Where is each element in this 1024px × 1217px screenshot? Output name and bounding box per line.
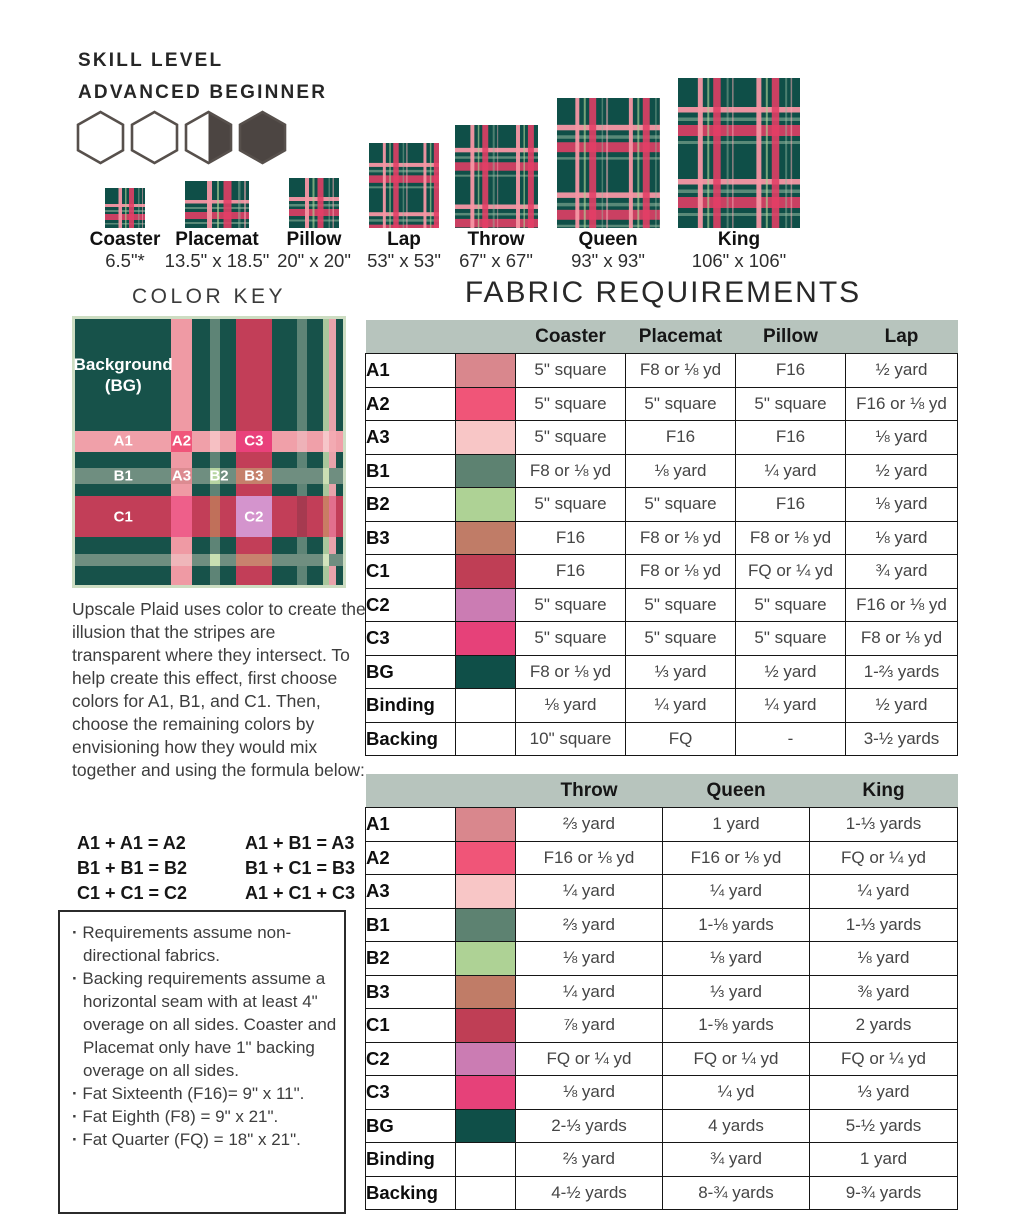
cell-value: F16 — [736, 488, 846, 522]
size-thumbnail-placemat — [185, 181, 249, 228]
cell-value: 5" square — [516, 488, 626, 522]
row-label: A3 — [366, 421, 456, 455]
row-label: C3 — [366, 1076, 456, 1110]
size-name: Throw — [467, 229, 525, 250]
row-label: A1 — [366, 808, 456, 842]
cell-value: ⅔ yard — [516, 808, 663, 842]
cell-value: 1-⅓ yards — [810, 808, 958, 842]
cell-value: FQ or ¼ yd — [663, 1042, 810, 1076]
note-item: · Fat Eighth (F8) = 9" x 21". — [68, 1105, 338, 1128]
note-item: · Fat Sixteenth (F16)= 9" x 11". — [68, 1082, 338, 1105]
fabric-table-throw-to-king — [365, 774, 958, 1210]
swatch-B2 — [456, 942, 516, 976]
cell-value: ½ yard — [846, 354, 958, 388]
cell-value: 5-½ yards — [810, 1109, 958, 1143]
column-header: Queen — [663, 774, 810, 808]
row-label: Binding — [366, 1143, 456, 1177]
cell-value: 2-⅓ yards — [516, 1109, 663, 1143]
key-intersection-block — [329, 431, 336, 452]
key-label-c3: C3 — [244, 432, 264, 450]
skill-rating-hexagons — [76, 110, 287, 170]
fabric-table-coaster-to-lap — [365, 320, 958, 756]
cell-value: 3-½ yards — [846, 722, 958, 756]
cell-value: 5" square — [736, 588, 846, 622]
key-vertical-stripe — [171, 319, 191, 585]
cell-value: F8 or ⅛ yd — [736, 521, 846, 555]
row-label: B2 — [366, 942, 456, 976]
table-row — [366, 722, 958, 756]
swatch-B1 — [456, 908, 516, 942]
size-dims: 53" x 53" — [367, 250, 441, 271]
key-horizontal-band — [75, 554, 343, 565]
column-header: Throw — [516, 774, 663, 808]
cell-value: ⅞ yard — [516, 1009, 663, 1043]
key-vertical-stripe — [329, 319, 336, 585]
cell-value: 5" square — [626, 387, 736, 421]
table-row — [366, 875, 958, 909]
key-label-a2: A2 — [171, 432, 192, 450]
cell-value: ½ yard — [846, 454, 958, 488]
cell-value: 5" square — [516, 421, 626, 455]
cell-value: F8 or ⅛ yd — [626, 354, 736, 388]
key-label-background-line2: (BG) — [104, 375, 142, 395]
fabric-requirements-title: FABRIC REQUIREMENTS — [464, 276, 862, 309]
table-header-row — [366, 320, 958, 354]
size-thumbnail-coaster — [105, 188, 145, 228]
swatch-BG — [456, 1109, 516, 1143]
cell-value: 5" square — [626, 622, 736, 656]
key-intersection-block — [323, 554, 329, 565]
cell-value: FQ or ¼ yd — [810, 1042, 958, 1076]
table-row — [366, 1109, 958, 1143]
size-thumbnail-lap — [369, 143, 439, 228]
key-vertical-stripe — [236, 319, 272, 585]
cell-value: 1-⅝ yards — [663, 1009, 810, 1043]
size-thumbnail-king — [678, 78, 800, 228]
swatch-C2 — [456, 1042, 516, 1076]
table-row — [366, 908, 958, 942]
cell-value: ⅛ yard — [516, 1076, 663, 1110]
key-intersection-block — [171, 496, 191, 537]
size-thumbnail-throw — [455, 125, 538, 228]
cell-value: ⅓ yard — [663, 975, 810, 1009]
key-intersection-block — [323, 468, 329, 484]
table-row — [366, 655, 958, 689]
swatch-C2 — [456, 588, 516, 622]
table-header-spacer — [366, 320, 516, 354]
row-label: A2 — [366, 387, 456, 421]
row-label: C2 — [366, 588, 456, 622]
cell-value: FQ or ¼ yd — [736, 555, 846, 589]
table-row — [366, 555, 958, 589]
size-dims: 106" x 106" — [691, 250, 787, 271]
table-row — [366, 942, 958, 976]
size-name: Coaster — [89, 229, 161, 250]
table-row — [366, 1076, 958, 1110]
row-label: B1 — [366, 454, 456, 488]
key-intersection-block — [236, 554, 272, 565]
table-row — [366, 689, 958, 723]
swatch-A2 — [456, 387, 516, 421]
swatch-C1 — [456, 1009, 516, 1043]
row-label: C1 — [366, 1009, 456, 1043]
row-label: A3 — [366, 875, 456, 909]
key-label-c2: C2 — [244, 508, 264, 525]
row-label: C3 — [366, 622, 456, 656]
note-item: · Fat Quarter (FQ) = 18" x 21". — [68, 1128, 338, 1151]
cell-value: ¾ yard — [663, 1143, 810, 1177]
size-dims: 20" x 20" — [277, 250, 351, 271]
cell-value: F16 — [516, 555, 626, 589]
color-formulas — [77, 833, 369, 904]
skill-hexagon-empty-icon — [76, 110, 125, 170]
swatch-B1 — [456, 454, 516, 488]
cell-value: 2 yards — [810, 1009, 958, 1043]
skill-hexagon-filled-icon — [238, 110, 287, 170]
row-label: C1 — [366, 555, 456, 589]
cell-value: ⅛ yard — [516, 942, 663, 976]
cell-value: F16 or ⅛ yd — [663, 841, 810, 875]
cell-value: ⅛ yard — [663, 942, 810, 976]
key-label-a1: A1 — [113, 432, 133, 450]
key-label-b1: B1 — [113, 467, 133, 485]
cell-value: F16 or ⅛ yd — [516, 841, 663, 875]
cell-value: ⅛ yard — [516, 689, 626, 723]
cell-value: ⅛ yard — [846, 488, 958, 522]
swatch-BG — [456, 655, 516, 689]
row-label: B3 — [366, 975, 456, 1009]
swatch-empty — [456, 1176, 516, 1210]
table-row — [366, 421, 958, 455]
cell-value: 5" square — [516, 622, 626, 656]
row-label: B2 — [366, 488, 456, 522]
cell-value: 5" square — [516, 387, 626, 421]
cell-value: 5" square — [736, 622, 846, 656]
cell-value: F16 — [736, 421, 846, 455]
row-label: A2 — [366, 841, 456, 875]
cell-value: 1 yard — [663, 808, 810, 842]
swatch-empty — [456, 722, 516, 756]
swatch-C3 — [456, 1076, 516, 1110]
size-name: Placemat — [175, 229, 259, 250]
key-label-a3: A3 — [171, 467, 192, 485]
cell-value: ⅔ yard — [516, 1143, 663, 1177]
skill-level-title: SKILL LEVEL — [78, 50, 224, 71]
table-row — [366, 521, 958, 555]
cell-value: F16 or ⅛ yd — [846, 387, 958, 421]
cell-value: ¾ yard — [846, 555, 958, 589]
cell-value: F8 or ⅛ yd — [516, 454, 626, 488]
cell-value: ⅜ yard — [810, 975, 958, 1009]
cell-value: F8 or ⅛ yd — [626, 521, 736, 555]
formula: A1 + A1 = A2 — [77, 833, 186, 853]
key-intersection-block — [210, 554, 219, 565]
table-row — [366, 1009, 958, 1043]
size-thumbnail-pillow — [289, 178, 339, 228]
column-header: Lap — [846, 320, 958, 354]
cell-value: ¼ yard — [516, 975, 663, 1009]
cell-value: 1-⅓ yards — [810, 908, 958, 942]
key-intersection-block — [210, 431, 219, 452]
color-key-diagram — [72, 316, 346, 588]
swatch-empty — [456, 1143, 516, 1177]
size-dims: 6.5"* — [105, 250, 145, 271]
cell-value: ⅔ yard — [516, 908, 663, 942]
skill-hexagon-half-icon — [184, 110, 233, 170]
key-label-b2: B2 — [209, 467, 229, 485]
size-dims: 93" x 93" — [571, 250, 645, 271]
swatch-B3 — [456, 521, 516, 555]
table-row — [366, 1176, 958, 1210]
cell-value: ¼ yard — [810, 875, 958, 909]
row-label: BG — [366, 655, 456, 689]
cell-value: ¼ yard — [516, 875, 663, 909]
cell-value: ½ yard — [846, 689, 958, 723]
cell-value: ¼ yard — [626, 689, 736, 723]
cell-value: ⅛ yard — [846, 521, 958, 555]
column-header: King — [810, 774, 958, 808]
cell-value: ¼ yd — [663, 1076, 810, 1110]
swatch-A1 — [456, 354, 516, 388]
cell-value: 1-⅔ yards — [846, 655, 958, 689]
formula: B1 + B1 = B2 — [77, 858, 188, 878]
cell-value: 5" square — [626, 588, 736, 622]
table-row — [366, 488, 958, 522]
key-label-c1: C1 — [113, 508, 133, 525]
row-label: B1 — [366, 908, 456, 942]
skill-hexagon-empty-icon — [130, 110, 179, 170]
cell-value: ⅓ yard — [626, 655, 736, 689]
cell-value: ⅛ yard — [846, 421, 958, 455]
table-row — [366, 1143, 958, 1177]
table-row — [366, 454, 958, 488]
notes-box — [58, 910, 346, 1214]
key-intersection-block — [329, 496, 336, 537]
table-row — [366, 387, 958, 421]
key-intersection-block — [297, 496, 306, 537]
formula: A1 + B1 = A3 — [245, 833, 355, 853]
column-header: Placemat — [626, 320, 736, 354]
intro-paragraph: Upscale Plaid uses color to create the illusion that the stripes are transparent where they intersect. To help create this effect, first choose colors for A1, B1, and C1. Then, choose the remaining colors by envisioning how they would mix together and using the formula below: — [72, 599, 366, 780]
formula: B1 + C1 = B3 — [245, 858, 356, 878]
cell-value: F16 or ⅛ yd — [846, 588, 958, 622]
note-item: · Backing requirements assume a horizontal seam with at least 4" overage on all sides. Coaster and Placemat only have 1" backing overage on all sides. — [68, 967, 338, 1082]
cell-value: 4-½ yards — [516, 1176, 663, 1210]
size-name: Pillow — [286, 229, 342, 250]
formula: A1 + C1 + C3 — [245, 883, 356, 903]
key-intersection-block — [210, 496, 219, 537]
table-row — [366, 1042, 958, 1076]
row-label: A1 — [366, 354, 456, 388]
key-vertical-stripe — [297, 319, 306, 585]
note-item: · Requirements assume non-directional fabrics. — [68, 921, 338, 967]
swatch-C3 — [456, 622, 516, 656]
cell-value: ⅛ yard — [626, 454, 736, 488]
table-row — [366, 354, 958, 388]
cell-value: FQ or ¼ yd — [810, 841, 958, 875]
row-label: B3 — [366, 521, 456, 555]
key-label-b3: B3 — [244, 467, 264, 485]
cell-value: 5" square — [626, 488, 736, 522]
column-header: Coaster — [516, 320, 626, 354]
cell-value: 9-¾ yards — [810, 1176, 958, 1210]
swatch-A3 — [456, 421, 516, 455]
cell-value: 4 yards — [663, 1109, 810, 1143]
table-row — [366, 841, 958, 875]
cell-value: FQ — [626, 722, 736, 756]
table-row — [366, 975, 958, 1009]
cell-value: ⅛ yard — [810, 942, 958, 976]
cell-value: ⅓ yard — [810, 1076, 958, 1110]
swatch-A1 — [456, 808, 516, 842]
cell-value: 10" square — [516, 722, 626, 756]
cell-value: F8 or ⅛ yd — [516, 655, 626, 689]
swatch-empty — [456, 689, 516, 723]
key-label-background-line1: Background — [73, 354, 173, 374]
cell-value: 5" square — [516, 588, 626, 622]
table-row — [366, 808, 958, 842]
cell-value: FQ or ¼ yd — [516, 1042, 663, 1076]
size-dims: 13.5" x 18.5" — [164, 250, 270, 271]
table-header-spacer — [366, 774, 516, 808]
size-name: King — [717, 229, 761, 250]
cell-value: F16 — [516, 521, 626, 555]
row-label: C2 — [366, 1042, 456, 1076]
table-row — [366, 622, 958, 656]
row-label: Backing — [366, 722, 456, 756]
table-row — [366, 588, 958, 622]
swatch-A3 — [456, 875, 516, 909]
size-name: Lap — [387, 229, 421, 250]
cell-value: 5" square — [736, 387, 846, 421]
cell-value: F16 — [736, 354, 846, 388]
cell-value: 1 yard — [810, 1143, 958, 1177]
cell-value: - — [736, 722, 846, 756]
key-intersection-block — [297, 431, 306, 452]
row-label: Backing — [366, 1176, 456, 1210]
cell-value: ¼ yard — [736, 689, 846, 723]
size-name: Queen — [578, 229, 638, 250]
swatch-A2 — [456, 841, 516, 875]
size-dims: 67" x 67" — [459, 250, 533, 271]
key-intersection-block — [171, 554, 191, 565]
cell-value: ¼ yard — [663, 875, 810, 909]
column-header: Pillow — [736, 320, 846, 354]
cell-value: 5" square — [516, 354, 626, 388]
cell-value: F8 or ⅛ yd — [846, 622, 958, 656]
table-header-row — [366, 774, 958, 808]
cell-value: ¼ yard — [736, 454, 846, 488]
cell-value: 8-¾ yards — [663, 1176, 810, 1210]
cell-value: F16 — [626, 421, 736, 455]
cell-value: 1-⅛ yards — [663, 908, 810, 942]
cell-value: ½ yard — [736, 655, 846, 689]
formula: C1 + C1 = C2 — [77, 883, 188, 903]
key-label-background — [74, 354, 173, 397]
swatch-B3 — [456, 975, 516, 1009]
row-label: BG — [366, 1109, 456, 1143]
swatch-B2 — [456, 488, 516, 522]
swatch-C1 — [456, 555, 516, 589]
color-key-title: COLOR KEY — [131, 285, 287, 308]
row-label: Binding — [366, 689, 456, 723]
key-vertical-stripe — [210, 319, 219, 585]
size-thumbnail-queen — [557, 98, 660, 228]
skill-level-value: ADVANCED BEGINNER — [78, 82, 328, 103]
cell-value: F8 or ⅛ yd — [626, 555, 736, 589]
